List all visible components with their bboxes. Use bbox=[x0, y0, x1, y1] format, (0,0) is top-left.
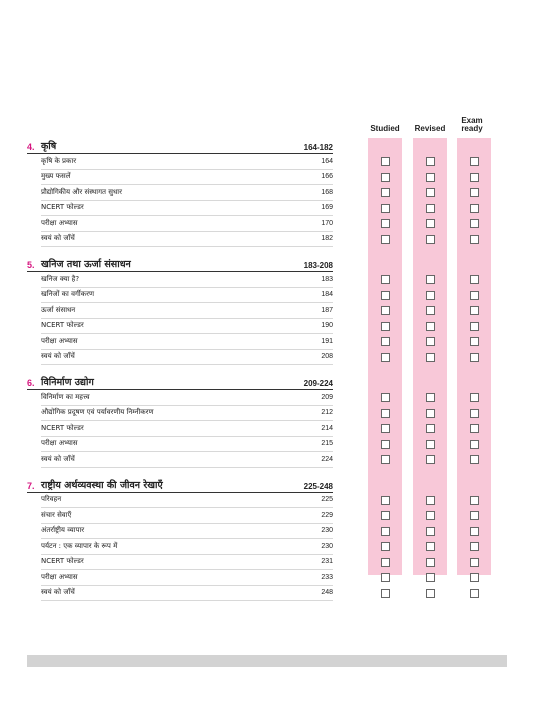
topic-row bbox=[41, 201, 333, 217]
topic-page: 224 bbox=[321, 455, 333, 463]
revised-checkbox[interactable] bbox=[426, 527, 435, 536]
topic-page: 184 bbox=[321, 291, 333, 299]
topic-title: संचार सेवाएँ bbox=[41, 510, 72, 519]
topic-row bbox=[41, 586, 333, 602]
topic-page: 233 bbox=[321, 573, 333, 581]
topic-row bbox=[41, 232, 333, 248]
chapter-page-range: 183-208 bbox=[303, 261, 333, 270]
revised-checkbox[interactable] bbox=[426, 440, 435, 449]
topic-title: NCERT फोल्डर bbox=[41, 557, 84, 566]
studied-checkbox[interactable] bbox=[381, 542, 390, 551]
topic-row bbox=[41, 493, 333, 509]
studied-checkbox[interactable] bbox=[381, 275, 390, 284]
studied-checkbox[interactable] bbox=[381, 235, 390, 244]
topic-row bbox=[41, 390, 333, 406]
exam-ready-checkbox[interactable] bbox=[470, 393, 479, 402]
topic-row bbox=[41, 272, 333, 288]
chapter-number: 7. bbox=[27, 480, 35, 491]
topic-title: खनिज क्या है? bbox=[41, 274, 80, 283]
topic-title: मुख्य फसलें bbox=[41, 172, 71, 181]
table-of-contents bbox=[27, 138, 333, 610]
studied-checkbox[interactable] bbox=[381, 455, 390, 464]
revised-checkbox[interactable] bbox=[426, 291, 435, 300]
topic-title: प्रौद्योगिकीय और संस्थागत सुधार bbox=[41, 187, 122, 196]
studied-checkbox[interactable] bbox=[381, 204, 390, 213]
topic-title: ऊर्जा संसाधन bbox=[41, 305, 76, 314]
topic-row bbox=[41, 350, 333, 366]
exam-ready-checkbox[interactable] bbox=[470, 424, 479, 433]
chapter-number: 5. bbox=[27, 260, 35, 270]
topic-title: परीक्षा अभ्यास bbox=[41, 572, 78, 581]
studied-checkbox[interactable] bbox=[381, 173, 390, 182]
topic-page: 229 bbox=[321, 511, 333, 519]
topic-page: 248 bbox=[321, 589, 333, 597]
topic-page: 164 bbox=[321, 157, 333, 165]
topic-title: विनिर्माण का महत्त्व bbox=[41, 392, 90, 401]
revised-checkbox[interactable] bbox=[426, 188, 435, 197]
topic-title: औद्योगिक प्रदूषण एवं पर्यावरणीय निम्नीकरण bbox=[41, 408, 154, 417]
chapter-page-range: 225-248 bbox=[303, 481, 333, 491]
chapter-heading bbox=[27, 138, 333, 154]
studied-checkbox[interactable] bbox=[381, 393, 390, 402]
studied-checkbox[interactable] bbox=[381, 573, 390, 582]
topic-row bbox=[41, 524, 333, 540]
chapter-title: राष्ट्रीय अर्थव्यवस्था की जीवन रेखाएँ bbox=[41, 479, 163, 491]
topic-title: NCERT फोल्डर bbox=[41, 321, 84, 330]
chapter-title: कृषि bbox=[41, 141, 57, 152]
topic-page: 182 bbox=[321, 235, 333, 243]
chapter-page-range: 209-224 bbox=[303, 379, 333, 388]
studied-checkbox[interactable] bbox=[381, 353, 390, 362]
exam-ready-checkbox[interactable] bbox=[470, 173, 479, 182]
revised-checkbox[interactable] bbox=[426, 322, 435, 331]
topic-row bbox=[41, 319, 333, 335]
topic-page: 214 bbox=[321, 424, 333, 432]
topic-page: 166 bbox=[321, 173, 333, 181]
revised-checkbox[interactable] bbox=[426, 589, 435, 598]
topic-title: परिवहन bbox=[41, 495, 62, 504]
studied-checkbox[interactable] bbox=[381, 589, 390, 598]
exam-ready-checkbox[interactable] bbox=[470, 496, 479, 505]
studied-checkbox[interactable] bbox=[381, 527, 390, 536]
topic-title: पर्यटन : एक व्यापार के रूप में bbox=[41, 541, 118, 550]
topic-row bbox=[41, 288, 333, 304]
topic-page: 183 bbox=[321, 275, 333, 283]
topic-page: 169 bbox=[321, 204, 333, 212]
revised-checkbox[interactable] bbox=[426, 558, 435, 567]
exam-ready-checkbox[interactable] bbox=[470, 440, 479, 449]
exam-ready-checkbox[interactable] bbox=[470, 409, 479, 418]
studied-checkbox[interactable] bbox=[381, 322, 390, 331]
chapter-3 bbox=[27, 477, 333, 602]
revised-checkbox[interactable] bbox=[426, 409, 435, 418]
studied-checkbox[interactable] bbox=[381, 157, 390, 166]
revised-checkbox[interactable] bbox=[426, 573, 435, 582]
topic-page: 230 bbox=[321, 542, 333, 550]
topic-row bbox=[41, 154, 333, 170]
chapter-number: 4. bbox=[27, 142, 35, 152]
exam-ready-checkbox[interactable] bbox=[470, 558, 479, 567]
studied-checkbox[interactable] bbox=[381, 558, 390, 567]
studied-checkbox[interactable] bbox=[381, 306, 390, 315]
topic-row bbox=[41, 555, 333, 571]
studied-checkbox[interactable] bbox=[381, 511, 390, 520]
topic-title: परीक्षा अभ्यास bbox=[41, 439, 78, 448]
topic-title: कृषि के प्रकार bbox=[41, 156, 77, 165]
topic-row bbox=[41, 570, 333, 586]
revised-checkbox[interactable] bbox=[426, 235, 435, 244]
studied-checkbox[interactable] bbox=[381, 337, 390, 346]
exam-ready-checkbox[interactable] bbox=[470, 188, 479, 197]
topic-title: खनिजों का वर्गीकरण bbox=[41, 290, 95, 299]
exam-ready-checkbox[interactable] bbox=[470, 511, 479, 520]
chapter-page-range: 164-182 bbox=[303, 143, 333, 152]
chapter-title: खनिज तथा ऊर्जा संसाधन bbox=[41, 259, 131, 270]
revised-checkbox[interactable] bbox=[426, 337, 435, 346]
exam-ready-checkbox[interactable] bbox=[470, 337, 479, 346]
chapter-1 bbox=[27, 256, 333, 365]
exam-ready-checkbox[interactable] bbox=[470, 219, 479, 228]
topic-row bbox=[41, 421, 333, 437]
chapter-0 bbox=[27, 138, 333, 247]
topic-page: 187 bbox=[321, 306, 333, 314]
studied-checkbox[interactable] bbox=[381, 440, 390, 449]
topic-title: स्वयं को जाँचें bbox=[41, 588, 75, 597]
topic-row bbox=[41, 452, 333, 468]
revised-checkbox[interactable] bbox=[426, 496, 435, 505]
chapter-number: 6. bbox=[27, 378, 35, 388]
revised-checkbox[interactable] bbox=[426, 542, 435, 551]
topic-title: अंतर्राष्ट्रीय व्यापार bbox=[41, 526, 85, 535]
chapter-heading bbox=[27, 374, 333, 390]
chapter-2 bbox=[27, 374, 333, 468]
revised-checkbox[interactable] bbox=[426, 353, 435, 362]
topic-row bbox=[41, 303, 333, 319]
topic-page: 170 bbox=[321, 219, 333, 227]
footer-bar bbox=[27, 655, 507, 667]
column-header-revised: Revised bbox=[414, 124, 446, 133]
studied-checkbox[interactable] bbox=[381, 424, 390, 433]
topic-page: 230 bbox=[321, 527, 333, 535]
topic-title: परीक्षा अभ्यास bbox=[41, 218, 78, 227]
exam-ready-checkbox[interactable] bbox=[470, 235, 479, 244]
revised-checkbox[interactable] bbox=[426, 306, 435, 315]
exam-ready-checkbox[interactable] bbox=[470, 322, 479, 331]
studied-checkbox[interactable] bbox=[381, 188, 390, 197]
exam-ready-checkbox[interactable] bbox=[470, 306, 479, 315]
topic-row bbox=[41, 216, 333, 232]
column-header-exam-ready: Exam ready bbox=[461, 116, 483, 133]
exam-ready-checkbox[interactable] bbox=[470, 157, 479, 166]
topic-page: 209 bbox=[321, 393, 333, 401]
exam-ready-checkbox[interactable] bbox=[470, 542, 479, 551]
studied-checkbox[interactable] bbox=[381, 219, 390, 228]
topic-row bbox=[41, 437, 333, 453]
exam-ready-checkbox[interactable] bbox=[470, 527, 479, 536]
chapter-heading bbox=[27, 256, 333, 272]
exam-ready-checkbox[interactable] bbox=[470, 291, 479, 300]
topic-page: 208 bbox=[321, 353, 333, 361]
topic-title: स्वयं को जाँचें bbox=[41, 234, 75, 243]
topic-page: 212 bbox=[321, 409, 333, 417]
revised-checkbox[interactable] bbox=[426, 219, 435, 228]
revised-checkbox[interactable] bbox=[426, 275, 435, 284]
revised-checkbox[interactable] bbox=[426, 173, 435, 182]
exam-ready-checkbox[interactable] bbox=[470, 589, 479, 598]
revised-checkbox[interactable] bbox=[426, 424, 435, 433]
studied-checkbox[interactable] bbox=[381, 409, 390, 418]
topic-title: NCERT फोल्डर bbox=[41, 423, 84, 432]
topic-title: स्वयं को जाँचें bbox=[41, 352, 75, 361]
revised-checkbox[interactable] bbox=[426, 455, 435, 464]
topic-row bbox=[41, 185, 333, 201]
exam-ready-checkbox[interactable] bbox=[470, 204, 479, 213]
topic-page: 191 bbox=[321, 337, 333, 345]
revised-checkbox[interactable] bbox=[426, 511, 435, 520]
studied-checkbox[interactable] bbox=[381, 496, 390, 505]
studied-checkbox[interactable] bbox=[381, 291, 390, 300]
column-header-studied: Studied bbox=[370, 124, 400, 133]
topic-row bbox=[41, 539, 333, 555]
revised-checkbox[interactable] bbox=[426, 204, 435, 213]
topic-title: स्वयं को जाँचें bbox=[41, 454, 75, 463]
exam-ready-checkbox[interactable] bbox=[470, 275, 479, 284]
topic-page: 231 bbox=[321, 558, 333, 566]
exam-ready-checkbox[interactable] bbox=[470, 573, 479, 582]
topic-row bbox=[41, 334, 333, 350]
chapter-heading bbox=[27, 477, 333, 493]
topic-page: 168 bbox=[321, 188, 333, 196]
topic-row bbox=[41, 170, 333, 186]
topic-page: 215 bbox=[321, 440, 333, 448]
chapter-title: विनिर्माण उद्योग bbox=[41, 377, 94, 388]
topic-page: 225 bbox=[321, 496, 333, 504]
topic-row bbox=[41, 406, 333, 422]
exam-ready-checkbox[interactable] bbox=[470, 455, 479, 464]
topic-row bbox=[41, 508, 333, 524]
topic-title: परीक्षा अभ्यास bbox=[41, 336, 78, 345]
topic-title: NCERT फोल्डर bbox=[41, 203, 84, 212]
revised-checkbox[interactable] bbox=[426, 157, 435, 166]
revised-checkbox[interactable] bbox=[426, 393, 435, 402]
topic-page: 190 bbox=[321, 322, 333, 330]
exam-ready-checkbox[interactable] bbox=[470, 353, 479, 362]
